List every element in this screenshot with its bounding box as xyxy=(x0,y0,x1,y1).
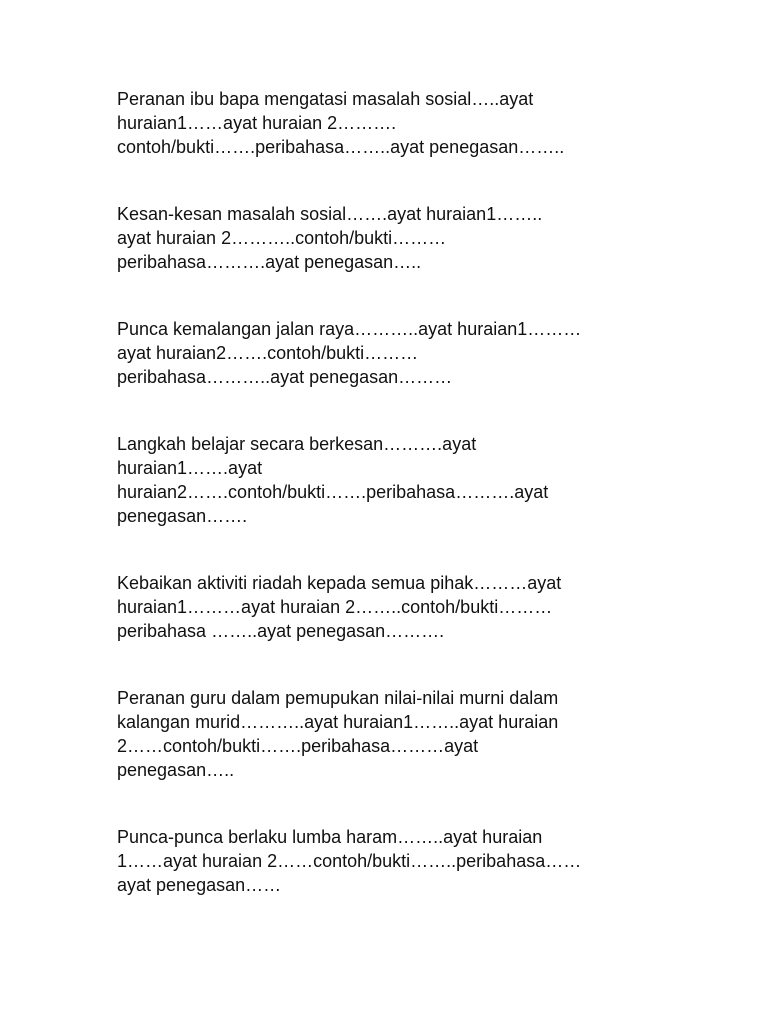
text-line: peribahasa……….ayat penegasan….. xyxy=(117,252,422,272)
text-line: contoh/bukti…….peribahasa……..ayat penegasan…….. xyxy=(117,137,565,157)
paragraph-punca-lumba-haram xyxy=(117,825,677,897)
text-line: 2……contoh/bukti…….peribahasa………ayat xyxy=(117,736,479,756)
text-line: penegasan……. xyxy=(117,506,248,526)
text-line: kalangan murid………..ayat huraian1……..ayat huraian xyxy=(117,712,559,732)
paragraph-punca-kemalangan xyxy=(117,317,677,389)
text-line: Peranan guru dalam pemupukan nilai-nilai murni dalam xyxy=(117,688,559,708)
paragraph-peranan-guru xyxy=(117,686,677,782)
text-line: huraian1………ayat huraian 2……..contoh/bukti……… xyxy=(117,597,553,617)
text-line: penegasan….. xyxy=(117,760,235,780)
text-line: huraian1……ayat huraian 2………. xyxy=(117,113,397,133)
text-line: ayat penegasan…… xyxy=(117,875,282,895)
paragraph-peranan-ibu-bapa xyxy=(117,87,677,159)
text-line: Punca kemalangan jalan raya………..ayat huraian1……… xyxy=(117,319,582,339)
paragraph-kebaikan-aktiviti-riadah xyxy=(117,571,677,643)
text-line: peribahasa………..ayat penegasan……… xyxy=(117,367,453,387)
text-line: huraian2…….contoh/bukti…….peribahasa……….ayat xyxy=(117,482,549,502)
text-line: huraian1…….ayat xyxy=(117,458,263,478)
paragraph-langkah-belajar xyxy=(117,432,677,528)
text-line: Kesan-kesan masalah sosial…….ayat huraian1…….. xyxy=(117,204,543,224)
text-line: Peranan ibu bapa mengatasi masalah sosial…..ayat xyxy=(117,89,534,109)
text-line: ayat huraian2…….contoh/bukti……… xyxy=(117,343,419,363)
paragraph-kesan-masalah-sosial xyxy=(117,202,677,274)
text-line: Punca-punca berlaku lumba haram……..ayat huraian xyxy=(117,827,543,847)
text-line: 1……ayat huraian 2……contoh/bukti……..peribahasa…… xyxy=(117,851,582,871)
text-line: peribahasa ……..ayat penegasan………. xyxy=(117,621,445,641)
text-line: Langkah belajar secara berkesan……….ayat xyxy=(117,434,477,454)
text-line: ayat huraian 2………..contoh/bukti……… xyxy=(117,228,447,248)
text-line: Kebaikan aktiviti riadah kepada semua pihak………ayat xyxy=(117,573,562,593)
